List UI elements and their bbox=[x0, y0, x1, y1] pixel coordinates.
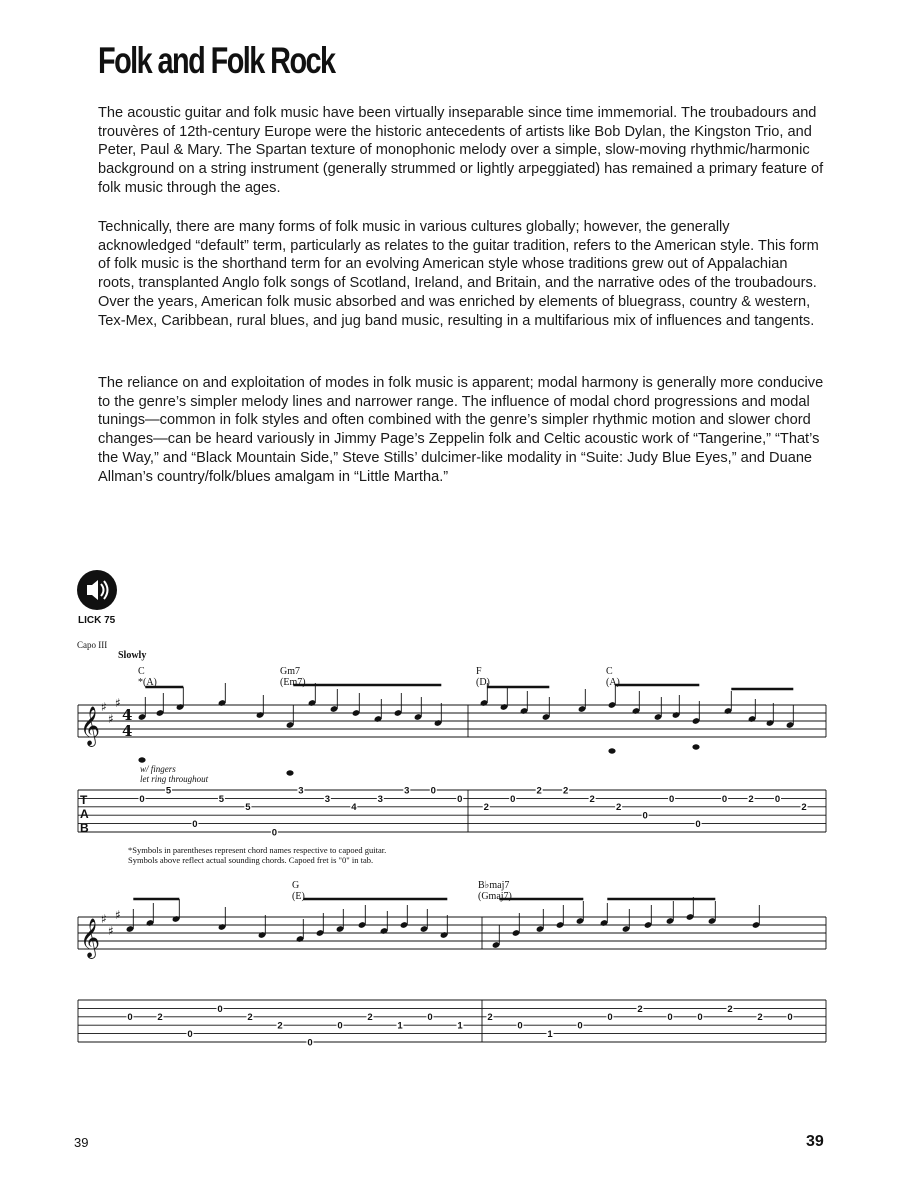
sharp-icon: ♯ bbox=[115, 908, 121, 922]
tab-fret-number: 3 bbox=[324, 793, 331, 805]
time-signature: 4 bbox=[122, 722, 133, 740]
performance-note: let ring throughout bbox=[140, 774, 209, 784]
tab-fret-number: 3 bbox=[298, 785, 304, 797]
bass-note bbox=[286, 770, 293, 775]
tab-fret-number: 3 bbox=[377, 793, 383, 805]
bass-note bbox=[692, 744, 699, 749]
treble-clef-icon: 𝄞 bbox=[80, 918, 101, 958]
tab-fret-number: 0 bbox=[139, 793, 145, 805]
capo-chord-name: (A) bbox=[606, 677, 620, 688]
tab-fret-number: 0 bbox=[668, 793, 675, 805]
page-number-left: 39 bbox=[74, 1135, 89, 1150]
tab-clef-letter: B bbox=[80, 821, 89, 835]
tab-fret-number: 0 bbox=[192, 819, 198, 830]
capo-chord-name: (E) bbox=[292, 891, 305, 902]
tab-fret-number: 0 bbox=[127, 1012, 133, 1024]
tab-fret-number: 0 bbox=[787, 1012, 793, 1024]
tab-fret-number: 4 bbox=[351, 802, 357, 814]
tab-fret-number: 2 bbox=[637, 1003, 643, 1015]
tab-fret-number: 2 bbox=[801, 802, 807, 814]
sharp-icon: ♯ bbox=[101, 700, 107, 714]
tab-fret-number: 2 bbox=[589, 793, 595, 805]
tab-fret-number: 1 bbox=[457, 1020, 463, 1032]
tab-fret-number: 2 bbox=[536, 785, 542, 797]
tab-fret-number: 2 bbox=[277, 1020, 283, 1032]
tab-fret-number: 2 bbox=[748, 793, 754, 805]
sharp-icon: ♯ bbox=[108, 712, 114, 726]
tab-fret-number: 1 bbox=[547, 1029, 553, 1040]
tab-fret-number: 0 bbox=[695, 819, 701, 830]
paragraph-3: The reliance on and exploitation of modes in folk music is apparent; modal harmony is generally more conducive to the genre’s simpler melody lines and narrower range. The influence of modal chord progressions and modal tunings—common in folk styles and often combined with the genre’s simpler rhythmic motion and slower chord changes—can be heard variously in Jimmy Page’s Zeppelin folk and Celtic acoustic work of “Tangerine,” “That’s the Way,” and “Black Mountain Side,” Steve Stills’ dulcimer-like modality in “Suite: Judy Blue Eyes,” and Duane Allman’s country/folk/blues amalgam in “Little Martha.” bbox=[98, 375, 824, 485]
tab-fret-number: 0 bbox=[427, 1012, 433, 1024]
tab-fret-number: 2 bbox=[563, 785, 569, 797]
tab-fret-number: 0 bbox=[517, 1020, 523, 1032]
chord-name: B♭maj7 bbox=[478, 880, 510, 891]
tab-fret-number: 2 bbox=[483, 802, 489, 814]
tab-fret-number: 2 bbox=[157, 1012, 163, 1024]
footnote: *Symbols in parentheses represent chord names respective to capoed guitar. bbox=[128, 845, 387, 855]
capo-chord-name: (Em7) bbox=[280, 677, 306, 688]
sharp-icon: ♯ bbox=[108, 924, 114, 938]
tab-fret-number: 2 bbox=[487, 1012, 493, 1024]
capo-chord-name: (Gmaj7) bbox=[478, 891, 512, 902]
tab-fret-number: 5 bbox=[165, 785, 172, 797]
sharp-icon: ♯ bbox=[101, 912, 107, 926]
page-number-right: 39 bbox=[806, 1133, 824, 1150]
tab-fret-number: 3 bbox=[404, 785, 410, 797]
tab-fret-number: 2 bbox=[615, 802, 622, 814]
sharp-icon: ♯ bbox=[115, 696, 121, 710]
chord-name: G bbox=[292, 880, 300, 891]
tab-fret-number: 0 bbox=[607, 1012, 613, 1024]
tab-fret-number: 0 bbox=[271, 827, 278, 839]
tab-fret-number: 0 bbox=[642, 810, 648, 822]
tab-fret-number: 2 bbox=[367, 1012, 373, 1024]
tab-fret-number: 0 bbox=[510, 793, 516, 805]
tab-fret-number: 1 bbox=[397, 1020, 403, 1032]
tab-fret-number: 5 bbox=[245, 802, 251, 814]
capo-chord-name: *(A) bbox=[138, 677, 157, 688]
tab-fret-number: 2 bbox=[727, 1003, 733, 1015]
treble-clef-icon: 𝄞 bbox=[80, 706, 101, 746]
footnote: Symbols above reflect actual sounding chords. Capoed fret is "0" in tab. bbox=[128, 855, 374, 865]
paragraph-2: Technically, there are many forms of folk music in various cultures globally; however, the generally acknowledged “default” term, particularly as relates to the guitar tradition, refers to the American style. This form of folk music is the shorthand term for an evolving American style whose traditions grew out of Appalachian roots, transplanted Anglo folk songs of Scotland, Ireland, and Britain, and the narrative odes of the troubadours. Over the years, American folk music absorbed and was enriched by elements of bluegrass, country & western, Tex-Mex, Caribbean, rural blues, and jug band music, resulting in a multifarious mix of influences and tangents. bbox=[98, 219, 819, 329]
tab-fret-number: 5 bbox=[218, 793, 225, 805]
tab-fret-number: 0 bbox=[457, 793, 463, 805]
tab-fret-number: 0 bbox=[430, 785, 436, 797]
chord-name: C bbox=[606, 666, 613, 677]
tab-clef-letter: A bbox=[80, 807, 89, 821]
tab-fret-number: 0 bbox=[337, 1020, 343, 1032]
bass-note bbox=[608, 748, 615, 753]
page-title: Folk and Folk Rock bbox=[98, 40, 335, 81]
bass-note bbox=[138, 757, 145, 762]
tab-fret-number: 0 bbox=[721, 793, 728, 805]
capo-chord-name: (D) bbox=[476, 677, 490, 688]
capo-label: Capo III bbox=[77, 640, 108, 650]
tab-fret-number: 0 bbox=[577, 1020, 583, 1032]
track-label: LICK 75 bbox=[78, 615, 116, 626]
chord-name: Gm7 bbox=[280, 666, 300, 677]
tab-fret-number: 0 bbox=[697, 1012, 703, 1024]
time-signature: 4 bbox=[122, 706, 133, 724]
tab-fret-number: 0 bbox=[217, 1003, 223, 1015]
tab-fret-number: 2 bbox=[757, 1012, 763, 1024]
paragraph-1: The acoustic guitar and folk music have been virtually inseparable since time immemorial. The troubadours and trouvères of 12th-century Europe were the historic antecedents of artists like Bob Dylan, the Kingston Trio, and Peter, Paul & Mary. The Spartan texture of monophonic melody over a simple, slow-moving rhythmic/harmonic background on a string instrument (generally strummed or lightly arpeggiated) has remained a primary feature of folk music through the ages. bbox=[98, 105, 824, 196]
chord-name: C bbox=[138, 666, 145, 677]
tab-clef-letter: T bbox=[80, 793, 88, 807]
chord-name: F bbox=[476, 666, 482, 677]
tab-fret-number: 0 bbox=[307, 1037, 313, 1049]
tempo-marking: Slowly bbox=[118, 650, 147, 661]
performance-note: w/ fingers bbox=[140, 764, 176, 774]
tab-fret-number: 0 bbox=[667, 1012, 673, 1024]
tab-fret-number: 0 bbox=[774, 793, 781, 805]
tab-fret-number: 0 bbox=[187, 1029, 193, 1040]
tab-fret-number: 2 bbox=[247, 1012, 253, 1024]
